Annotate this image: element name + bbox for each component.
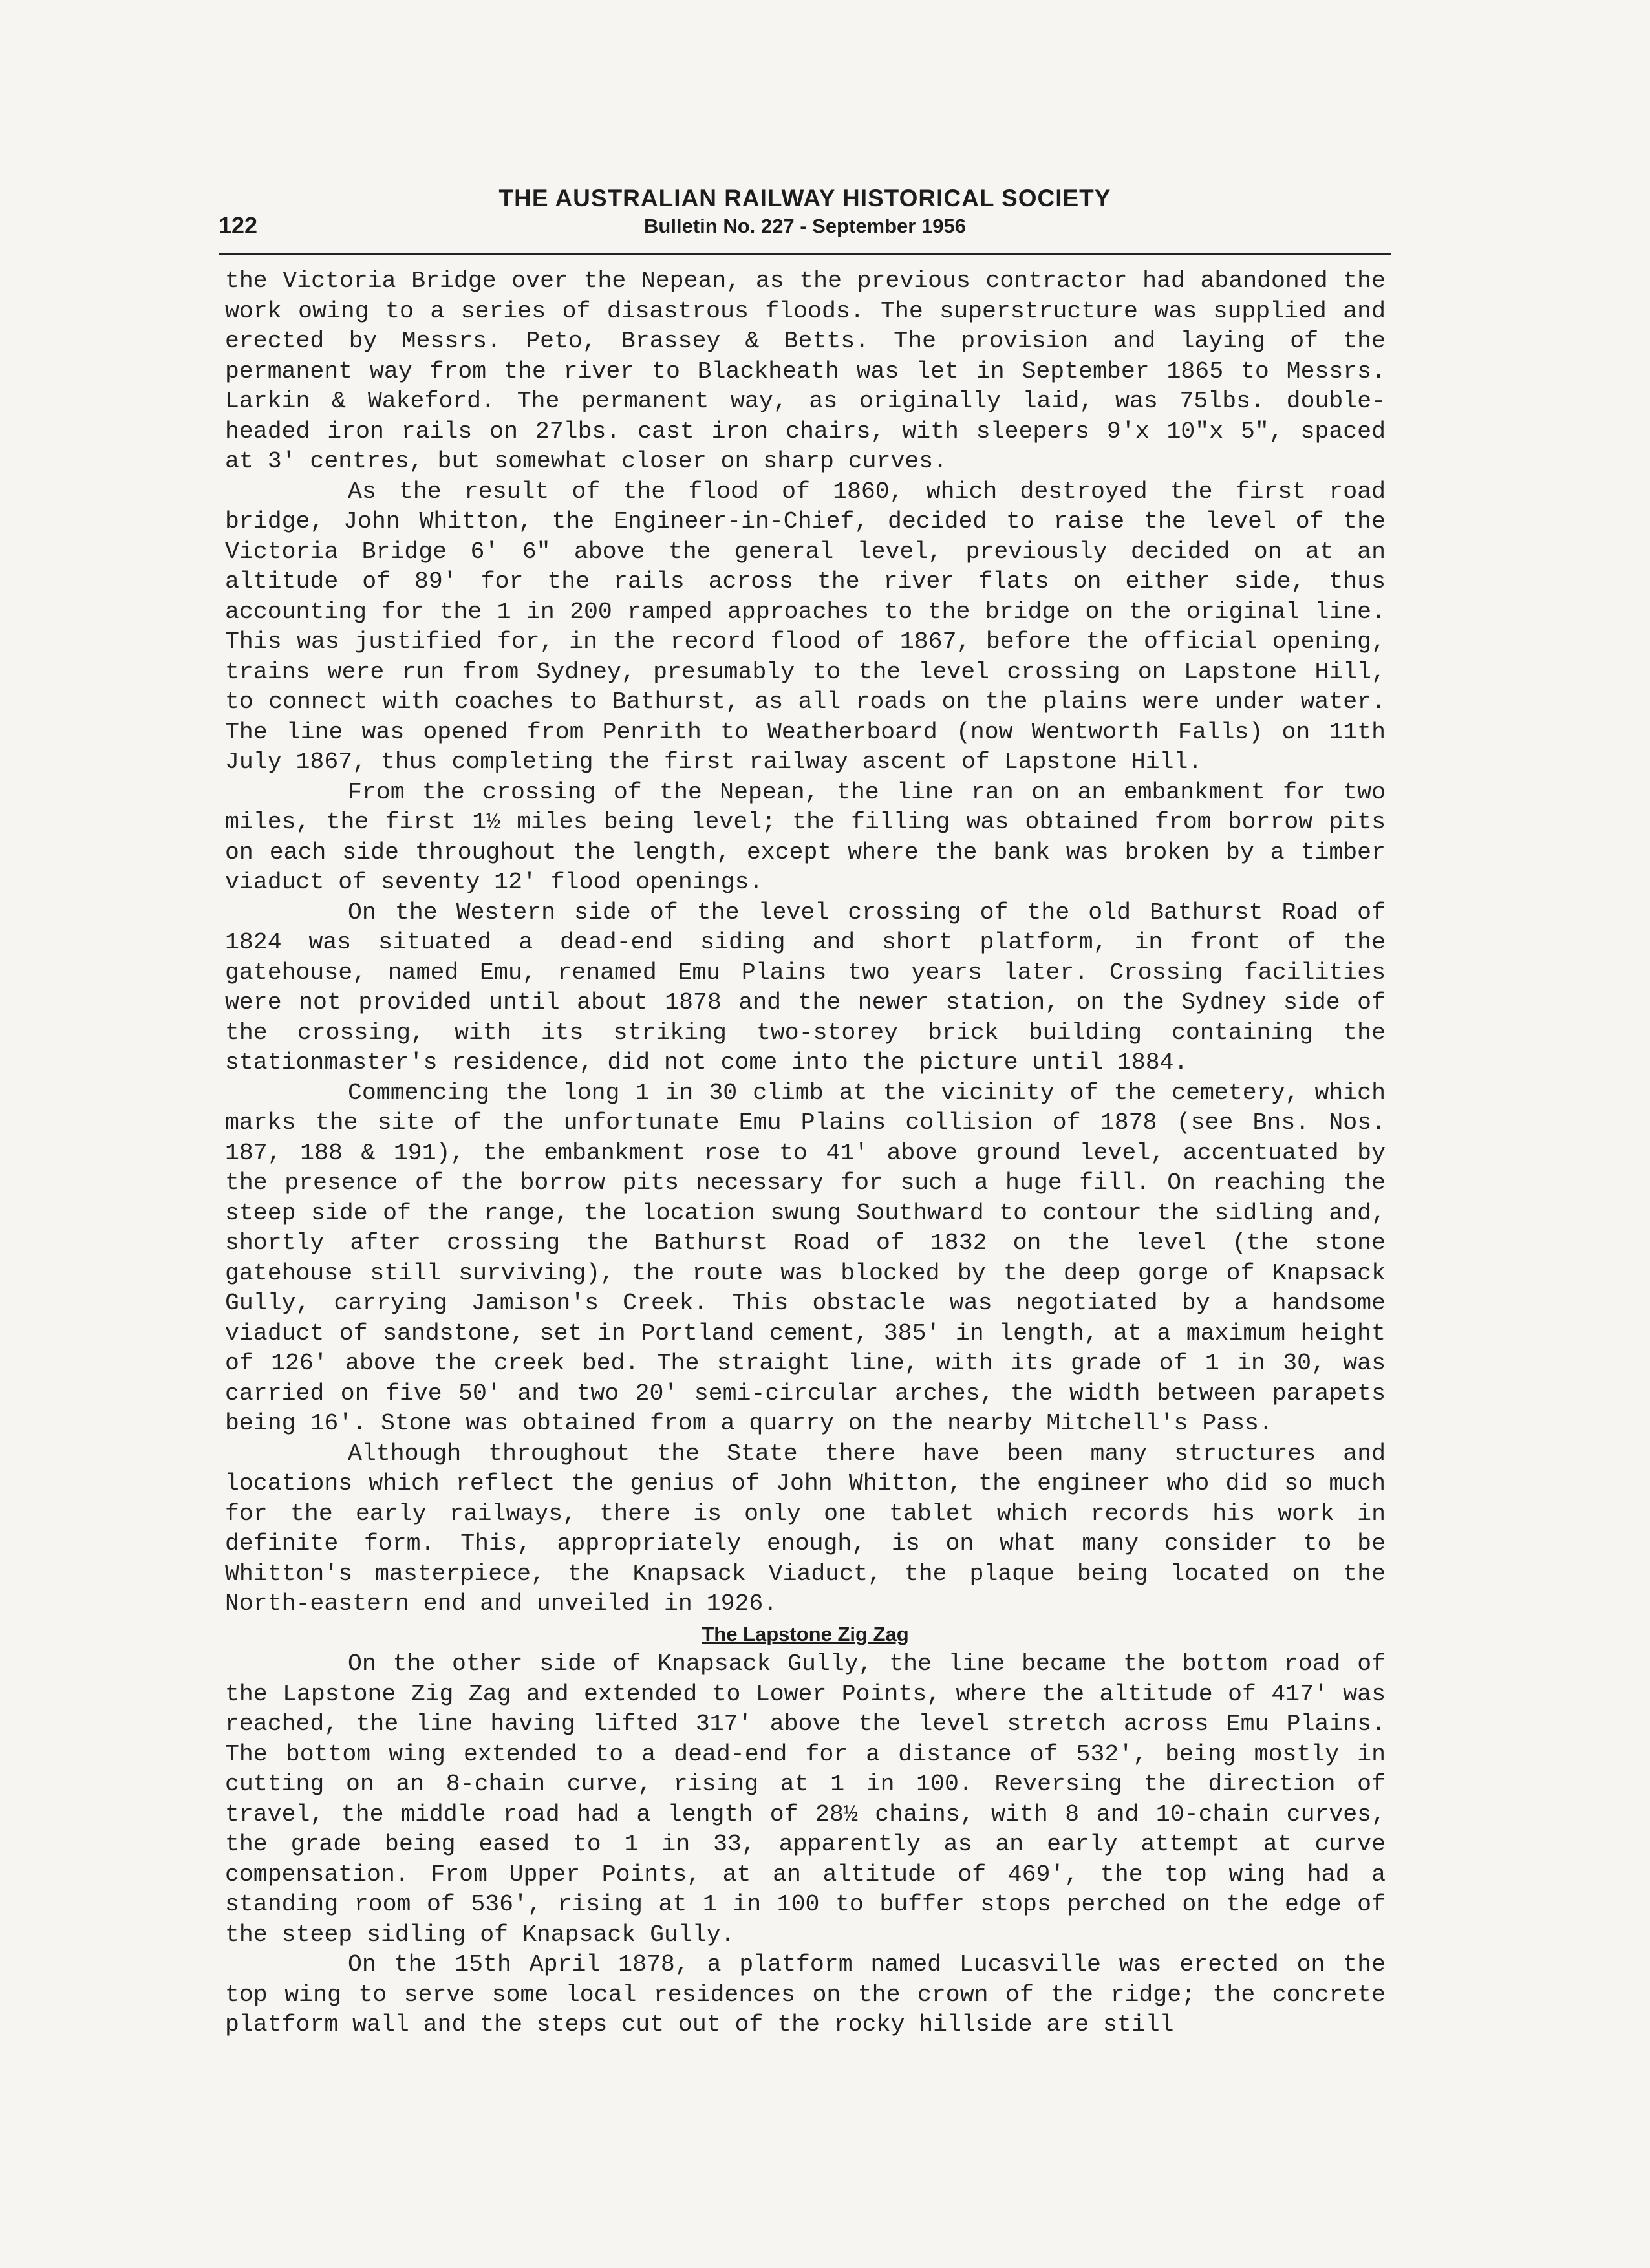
section-paragraph-1: On the other side of Knapsack Gully, the line became the bottom road of the Lapstone Zig Zag and extended to Lower Points, where the altitude of 417' was reached, the line having lifted 317' above the level stretch across Emu Plains. The bottom wing extended to a dead-end for a distance of 532', being mostly in cutting on an 8-chain curve, rising at 1 in 100. Reversing the direction of travel, the middle road had a length of 28½ chains, with 8 and 10-chain curves, the grade being eased to 1 in 33, apparently as an early attempt at curve compensation. From Upper Points, at an altitude of 469', the top wing had a standing room of 536', rising at 1 in 100 to buffer stops perched on the edge of the steep sidling of Knapsack Gully. [225,1651,1386,1948]
section-heading: The Lapstone Zig Zag [702,1622,909,1645]
paragraph-6: Although throughout the State there have been many structures and locations which reflect the genius of John Whitton, the engineer who did so much for the early railways, there is only one tablet which records his work in definite form. This, appropriately enough, is on what many consider to be Whitton's masterpiece, the Knapsack Viaduct, the plaque being located on the North-eastern end and unveiled in 1926. [225,1440,1386,1617]
page-number: 122 [219,212,258,239]
paragraph-4: On the Western side of the level crossing of the old Bathurst Road of 1824 was situated a dead-end siding and short platform, in front of the gatehouse, named Emu, renamed Emu Plains two years later. Crossing facilities were not provided until about 1878 and the newer station, on the Sydney side of the crossing, with its striking two-storey brick building containing the stationmaster's residence, did not come into the picture until 1884. [225,899,1386,1076]
article-body [225,266,1386,2040]
paragraph-1: the Victoria Bridge over the Nepean, as the previous contractor had abandoned the work owing to a series of disastrous floods. The superstructure was supplied and erected by Messrs. Peto, Brassey & Betts. The provision and laying of the permanent way from the river to Blackheath was let in September 1865 to Messrs. Larkin & Wakeford. The permanent way, as originally laid, was 75lbs. double-headed iron rails on 27lbs. cast iron chairs, with sleepers 9'x 10"x 5", spaced at 3' centres, but somewhat closer on sharp curves. [225,268,1386,475]
bulletin-issue: Bulletin No. 227 - September 1956 [644,215,966,237]
paragraph-5: Commencing the long 1 in 30 climb at the vicinity of the cemetery, which marks the site of the unfortunate Emu Plains collision of 1878 (see Bns. Nos. 187, 188 & 191), the embankment rose to 41' above ground level, accentuated by the presence of the borrow pits necessary for such a huge fill. On reaching the steep side of the range, the location swung Southward to contour the sidling and, shortly after crossing the Bathurst Road of 1832 on the level (the stone gatehouse still surviving), the route was blocked by the deep gorge of Knapsack Gully, carrying Jamison's Creek. This obstacle was negotiated by a handsome viaduct of sandstone, set in Portland cement, 385' in length, at a maximum height of 126' above the creek bed. The straight line, with its grade of 1 in 30, was carried on five 50' and two 20' semi-circular arches, the width between parapets being 16'. Stone was obtained from a quarry on the nearby Mitchell's Pass. [225,1079,1386,1437]
paragraph-3: From the crossing of the Nepean, the line ran on an embankment for two miles, the first 1½ miles being level; the filling was obtained from borrow pits on each side throughout the length, except where the bank was broken by a timber viaduct of seventy 12' flood openings. [225,778,1386,895]
paragraph-2: As the result of the flood of 1860, which destroyed the first road bridge, John Whitton, the Engineer-in-Chief, decided to raise the level of the Victoria Bridge 6' 6" above the general level, previously decided on at an altitude of 89' for the rails across the river flats on either side, thus accounting for the 1 in 200 ramped approaches to the bridge on the original line. This was justified for, in the record flood of 1867, before the official opening, trains were run from Sydney, presumably to the level crossing on Lapstone Hill, to connect with coaches to Bathurst, as all roads on the plains were under water. The line was opened from Penrith to Weatherboard (now Wentworth Falls) on 11th July 1867, thus completing the first railway ascent of Lapstone Hill. [225,478,1386,775]
society-title: THE AUSTRALIAN RAILWAY HISTORICAL SOCIETY [498,185,1111,211]
page-header [219,182,1391,255]
section-paragraph-2: On the 15th April 1878, a platform named Lucasville was erected on the top wing to serve some local residences on the crown of the ridge; the concrete platform wall and the steps cut out of the rocky hillside are still [225,1951,1386,2038]
